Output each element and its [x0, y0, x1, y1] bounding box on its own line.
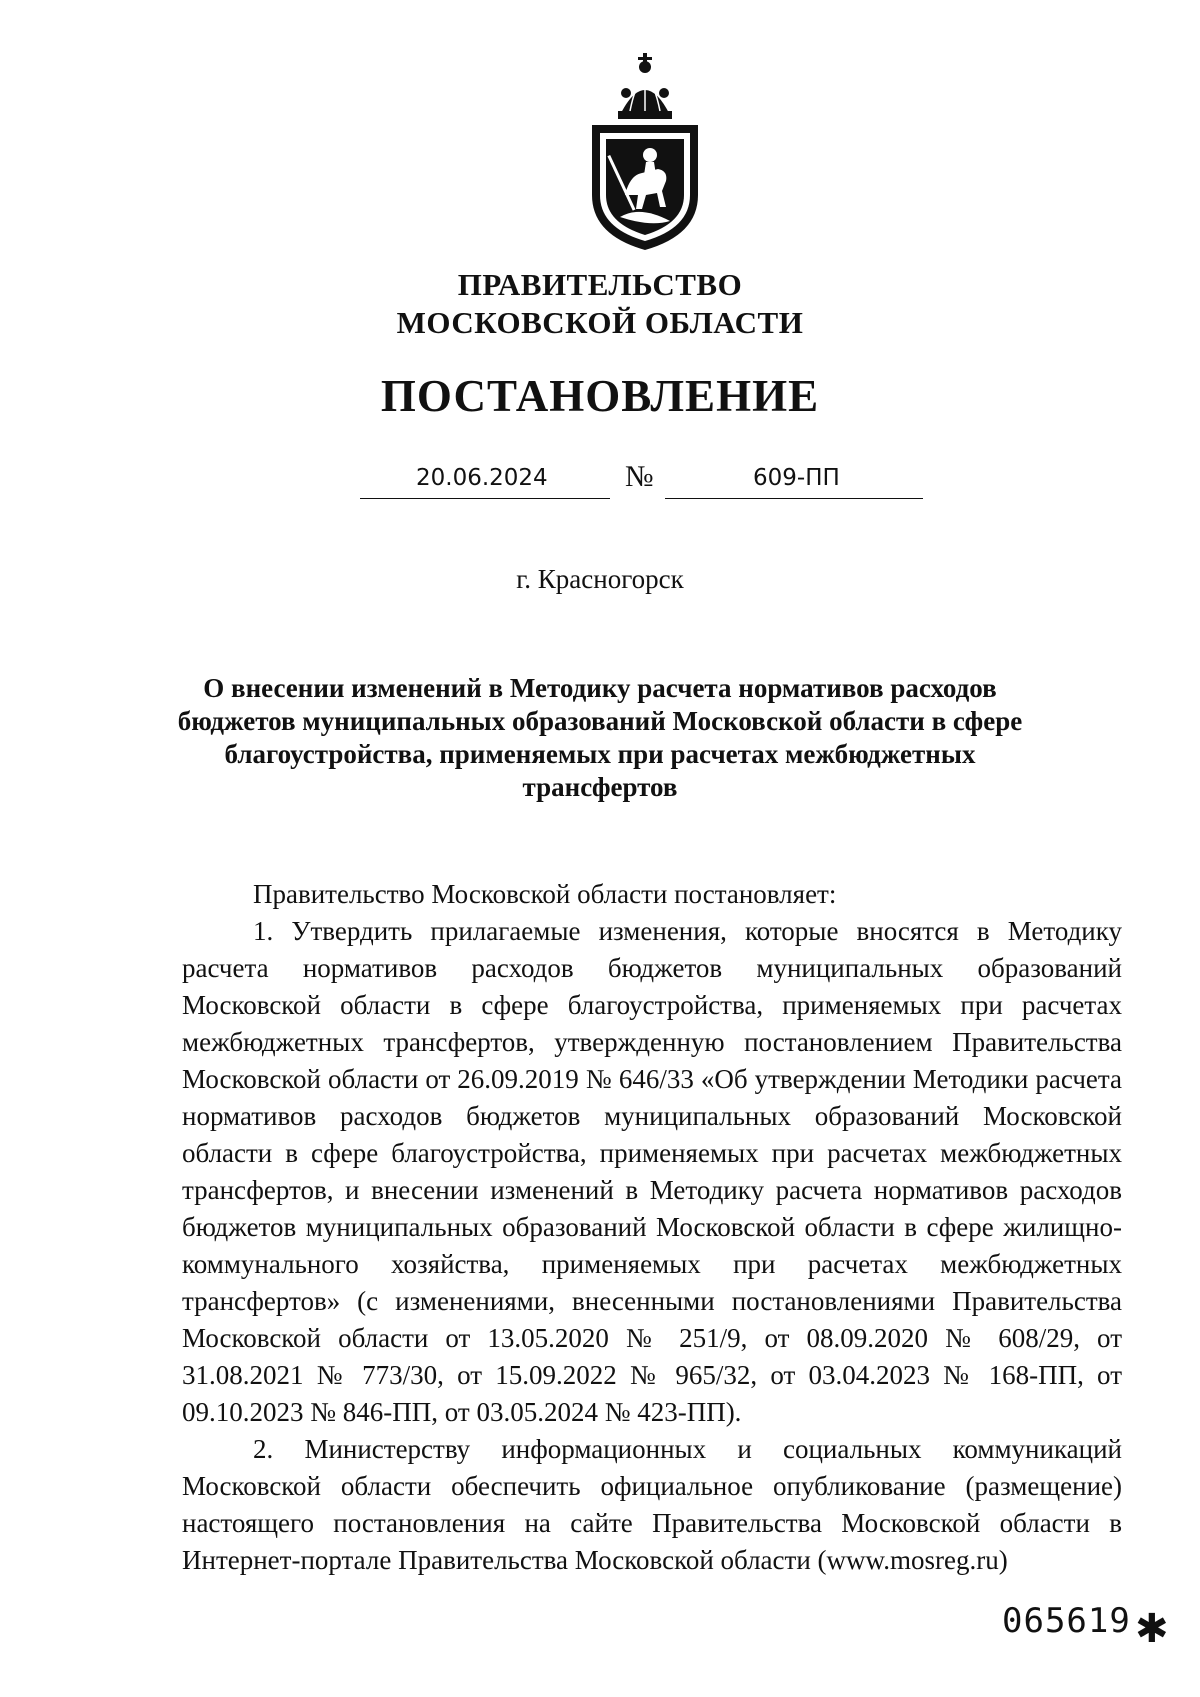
asterisk-mark: ✱	[1135, 1606, 1169, 1652]
paragraph-2: 2. Министерству информационных и социальных коммуникаций Московской области обеспечить официальное опубликование (размещение) настоящего постановления на сайте Правительства Московской области в Интернет-портале Правительства Московской области (www.mosreg.ru)	[182, 1434, 1122, 1575]
number-sign: №	[625, 460, 654, 493]
city-line: г. Красногорск	[516, 564, 684, 594]
document-date-field: 20.06.2024	[360, 463, 610, 499]
document-type-heading: ПОСТАНОВЛЕНИЕ	[380, 371, 820, 421]
coat-of-arms-emblem	[580, 45, 710, 255]
serial-number: 065619	[1002, 1601, 1131, 1641]
org-name-line2: МОСКОВСКОЙ ОБЛАСТИ	[396, 305, 804, 340]
document-body	[182, 876, 1122, 1579]
paragraph-1: 1. Утвердить прилагаемые изменения, которые вносятся в Методику расчета нормативов расходов бюджетов муниципальных образований Московской области в сфере благоустройства, применяемых при расчетах межбюджетных трансфертов, утвержденную постановлением Правительства Московской области от 26.09.2019 № 646/33 «Об утверждении Методики расчета нормативов расходов бюджетов муниципальных образований Московской области в сфере благоустройства, применяемых при расчетах межбюджетных трансфертов, и внесении изменений в Методику расчета нормативов расходов бюджетов муниципальных образований Московской области в сфере жилищно-коммунального хозяйства, применяемых при расчетах межбюджетных трансфертов» (с изменениями, внесенными постановлениями Правительства Московской области от 13.05.2020 № 251/9, от 08.09.2020 № 608/29, от 31.08.2021 № 773/30, от 15.09.2022 № 965/32, от 03.04.2023 № 168-ПП, от 09.10.2023 № 846-ПП, от 03.05.2024 № 423-ПП).	[182, 916, 1122, 1427]
document-number-field: 609-ПП	[665, 463, 923, 499]
org-name-line1: ПРАВИТЕЛЬСТВО	[457, 267, 743, 302]
document-title: О внесении изменений в Методику расчета нормативов расходов бюджетов муниципальных образований Московской области в сфере благоустройства, применяемых при расчетах межбюджетных трансфертов	[177, 673, 1023, 802]
intro-paragraph: Правительство Московской области постановляет:	[253, 879, 837, 909]
